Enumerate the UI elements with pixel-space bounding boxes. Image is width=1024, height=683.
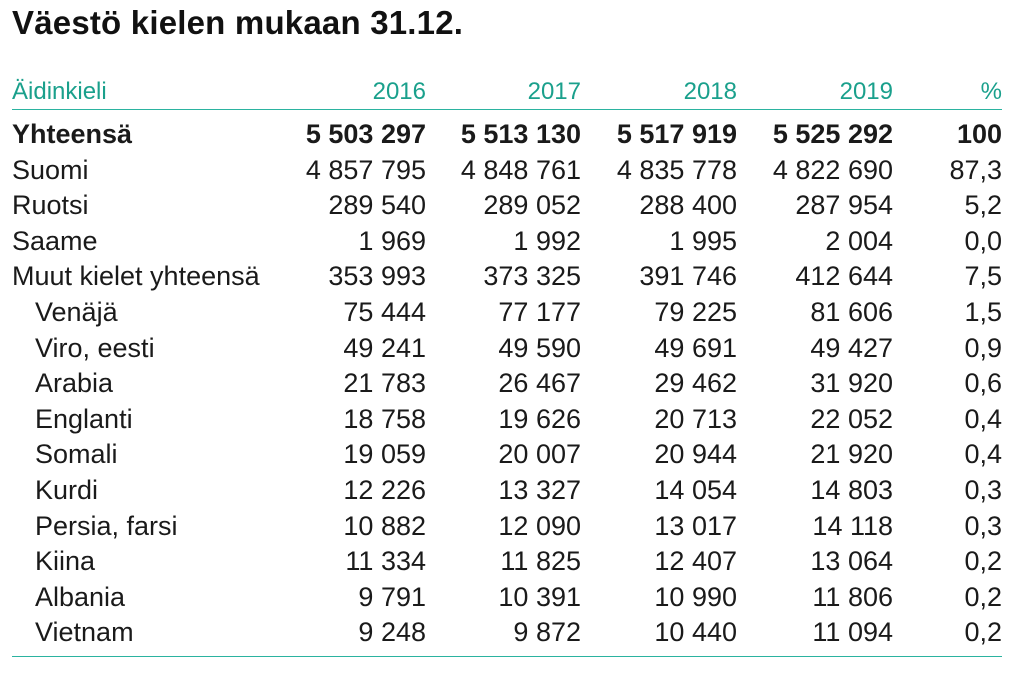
cell-2016: 9 248 bbox=[358, 617, 426, 648]
table-row bbox=[0, 508, 1024, 544]
cell-2017: 49 590 bbox=[498, 332, 581, 363]
row-label: Venäjä bbox=[35, 296, 118, 327]
cell-2016: 21 783 bbox=[343, 368, 426, 399]
row-label: Ruotsi bbox=[12, 190, 89, 221]
cell-2018: 20 944 bbox=[654, 439, 737, 470]
cell-2018: 288 400 bbox=[639, 190, 737, 221]
table-row bbox=[0, 614, 1024, 650]
cell-2018: 391 746 bbox=[639, 261, 737, 292]
cell-percent: 1,5 bbox=[964, 296, 1002, 327]
cell-2019: 14 118 bbox=[812, 510, 893, 541]
cell-2019: 4 822 690 bbox=[772, 154, 893, 185]
cell-2019: 31 920 bbox=[810, 368, 893, 399]
column-header-2019: 2019 bbox=[839, 78, 893, 105]
table-row bbox=[0, 543, 1024, 579]
cell-2017: 373 325 bbox=[483, 261, 581, 292]
cell-2017: 289 052 bbox=[483, 190, 581, 221]
page-title: Väestö kielen mukaan 31.12. bbox=[12, 4, 464, 41]
cell-2019: 11 094 bbox=[812, 617, 893, 648]
cell-2018: 12 407 bbox=[654, 546, 737, 577]
row-label: Persia, farsi bbox=[35, 510, 178, 541]
cell-2016: 19 059 bbox=[343, 439, 426, 470]
cell-2017: 5 513 130 bbox=[460, 119, 581, 149]
column-header-2018: 2018 bbox=[683, 78, 737, 105]
row-label: Kurdi bbox=[35, 474, 99, 505]
cell-2016: 4 857 795 bbox=[305, 154, 426, 185]
row-label: Englanti bbox=[35, 403, 133, 434]
column-header-language: Äidinkieli bbox=[12, 78, 107, 105]
cell-2017: 19 626 bbox=[498, 403, 581, 434]
cell-2019: 21 920 bbox=[810, 439, 893, 470]
row-label: Vietnam bbox=[35, 617, 134, 648]
cell-2019: 13 064 bbox=[810, 546, 893, 577]
cell-2018: 29 462 bbox=[654, 368, 737, 399]
cell-2019: 22 052 bbox=[810, 403, 893, 434]
table-bottom-divider bbox=[12, 656, 1002, 657]
row-label: Suomi bbox=[12, 154, 89, 185]
cell-2017: 77 177 bbox=[498, 296, 581, 327]
column-header-percent: % bbox=[980, 78, 1002, 105]
cell-2019: 5 525 292 bbox=[772, 119, 893, 149]
cell-percent: 0,0 bbox=[964, 225, 1002, 256]
cell-2018: 13 017 bbox=[654, 510, 737, 541]
cell-2017: 26 467 bbox=[498, 368, 581, 399]
cell-percent: 7,5 bbox=[964, 261, 1002, 292]
cell-2019: 11 806 bbox=[812, 581, 893, 612]
cell-percent: 5,2 bbox=[964, 190, 1002, 221]
cell-2016: 49 241 bbox=[343, 332, 426, 363]
cell-2016: 11 334 bbox=[345, 546, 426, 577]
cell-2016: 9 791 bbox=[358, 581, 426, 612]
language-table bbox=[0, 74, 1024, 110]
cell-2018: 10 990 bbox=[654, 581, 737, 612]
cell-2016: 10 882 bbox=[343, 510, 426, 541]
cell-2018: 10 440 bbox=[654, 617, 737, 648]
table-row bbox=[0, 258, 1024, 294]
cell-2017: 9 872 bbox=[513, 617, 581, 648]
table-row bbox=[0, 365, 1024, 401]
row-label: Saame bbox=[12, 225, 98, 256]
cell-percent: 0,4 bbox=[964, 403, 1002, 434]
cell-2018: 1 995 bbox=[669, 225, 737, 256]
cell-2016: 75 444 bbox=[343, 296, 426, 327]
row-label: Somali bbox=[35, 439, 118, 470]
cell-2019: 14 803 bbox=[810, 474, 893, 505]
table-row bbox=[0, 223, 1024, 259]
cell-percent: 0,6 bbox=[964, 368, 1002, 399]
cell-2018: 20 713 bbox=[654, 403, 737, 434]
cell-2019: 412 644 bbox=[795, 261, 893, 292]
cell-percent: 0,2 bbox=[964, 617, 1002, 648]
cell-2016: 5 503 297 bbox=[305, 119, 426, 149]
cell-2019: 49 427 bbox=[810, 332, 893, 363]
cell-2016: 18 758 bbox=[343, 403, 426, 434]
table-row bbox=[0, 330, 1024, 366]
cell-2017: 12 090 bbox=[498, 510, 581, 541]
header-divider bbox=[12, 109, 1002, 110]
row-label: Yhteensä bbox=[12, 119, 133, 149]
cell-2018: 49 691 bbox=[654, 332, 737, 363]
row-label: Kiina bbox=[35, 546, 96, 577]
table-body bbox=[0, 116, 1024, 650]
cell-2017: 1 992 bbox=[513, 225, 581, 256]
cell-2017: 10 391 bbox=[498, 581, 581, 612]
table-row bbox=[0, 579, 1024, 615]
table-row bbox=[0, 152, 1024, 188]
cell-percent: 0,4 bbox=[964, 439, 1002, 470]
table-row bbox=[0, 472, 1024, 508]
cell-percent: 87,3 bbox=[949, 154, 1002, 185]
table-row bbox=[0, 116, 1024, 152]
cell-2018: 4 835 778 bbox=[616, 154, 737, 185]
cell-percent: 0,3 bbox=[964, 510, 1002, 541]
row-label: Muut kielet yhteensä bbox=[12, 261, 260, 292]
cell-2017: 4 848 761 bbox=[460, 154, 581, 185]
cell-percent: 0,3 bbox=[964, 474, 1002, 505]
table-row bbox=[0, 294, 1024, 330]
cell-percent: 0,9 bbox=[964, 332, 1002, 363]
cell-2017: 11 825 bbox=[500, 546, 581, 577]
row-label: Arabia bbox=[35, 368, 114, 399]
cell-2019: 2 004 bbox=[825, 225, 893, 256]
cell-2019: 287 954 bbox=[795, 190, 893, 221]
table-row bbox=[0, 436, 1024, 472]
table-row bbox=[0, 187, 1024, 223]
cell-2016: 353 993 bbox=[328, 261, 426, 292]
cell-2016: 12 226 bbox=[343, 474, 426, 505]
column-header-2016: 2016 bbox=[372, 78, 426, 105]
table-row bbox=[0, 401, 1024, 437]
cell-2018: 5 517 919 bbox=[616, 119, 737, 149]
cell-percent: 0,2 bbox=[964, 546, 1002, 577]
row-label: Albania bbox=[35, 581, 126, 612]
column-header-2017: 2017 bbox=[527, 78, 581, 105]
table-header bbox=[0, 74, 1024, 110]
cell-2018: 79 225 bbox=[654, 296, 737, 327]
cell-percent: 100 bbox=[956, 119, 1002, 149]
cell-2017: 13 327 bbox=[498, 474, 581, 505]
row-label: Viro, eesti bbox=[35, 332, 155, 363]
cell-2017: 20 007 bbox=[498, 439, 581, 470]
cell-2019: 81 606 bbox=[810, 296, 893, 327]
cell-2018: 14 054 bbox=[654, 474, 737, 505]
cell-2016: 289 540 bbox=[328, 190, 426, 221]
cell-2016: 1 969 bbox=[358, 225, 426, 256]
cell-percent: 0,2 bbox=[964, 581, 1002, 612]
